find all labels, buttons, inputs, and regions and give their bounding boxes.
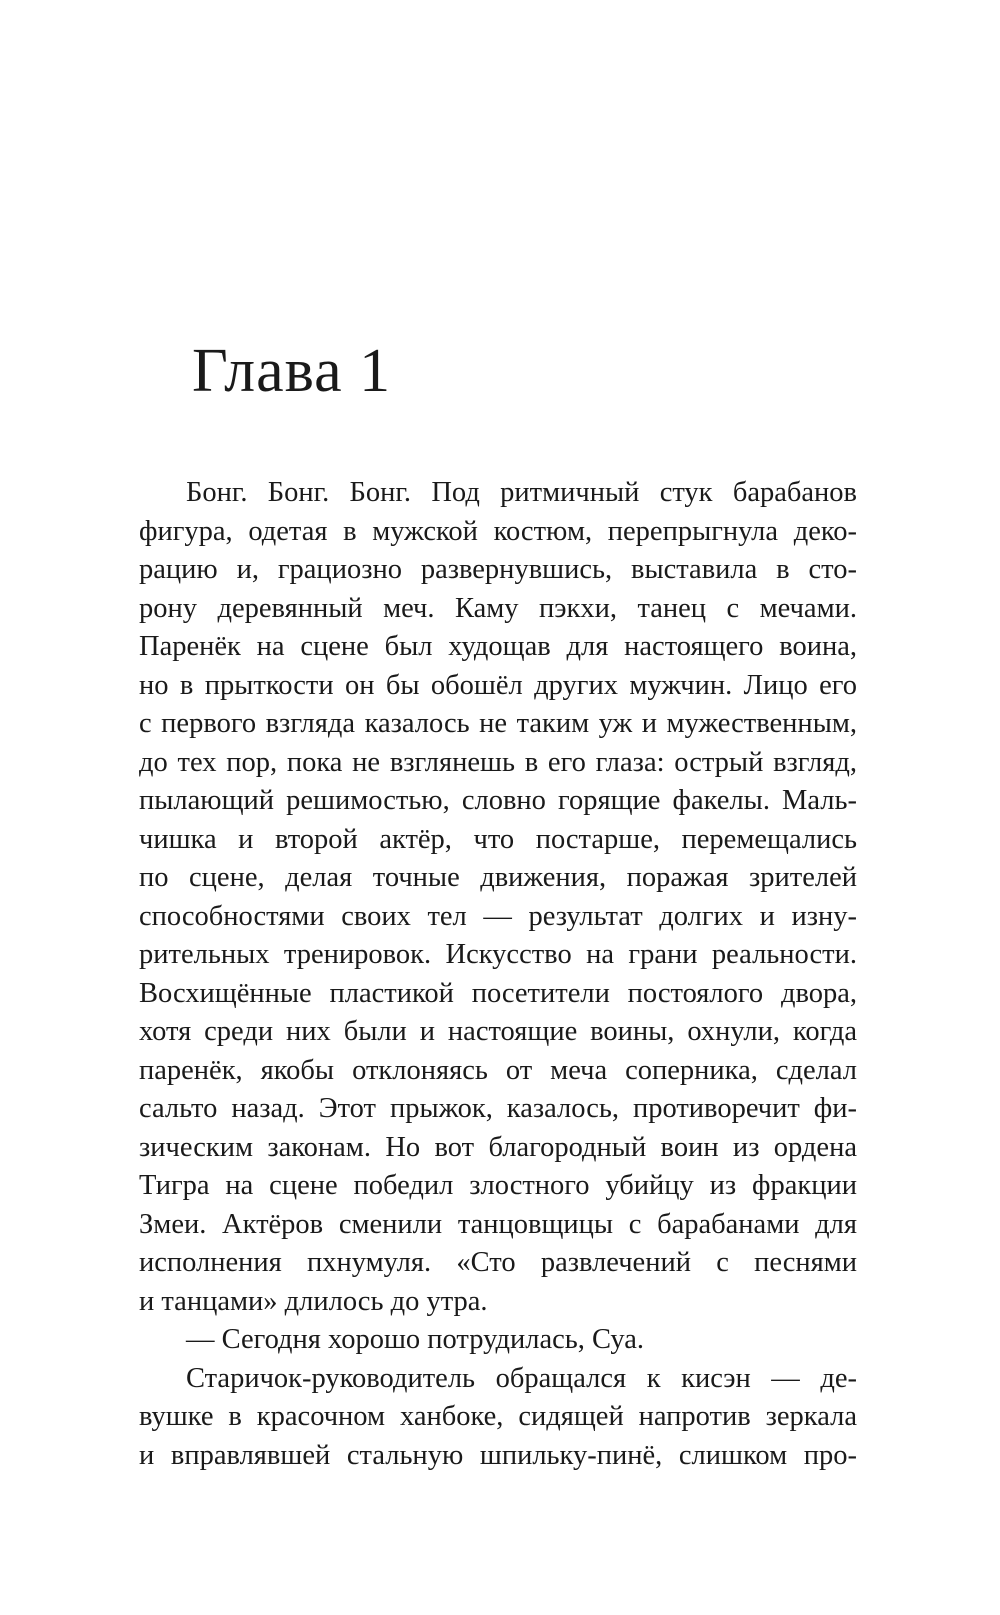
text-line: исполнения пхнумуля. «Сто развлечений с песнями [139, 1247, 857, 1278]
text-line: фигура, одетая в мужской костюм, перепрыгнула деко- [139, 515, 857, 547]
dialogue-line: — Сегодня хорошо потрудилась, Суа. [186, 1324, 644, 1355]
text-line: паренёк, якобы отклоняясь от меча соперника, сделал [139, 1054, 857, 1086]
text-line: рацию и, грациозно развернувшись, выставила в сто- [139, 554, 857, 585]
text-line: зическим законам. Но вот благородный воин из ордена [139, 1131, 857, 1163]
text-line: хотя среди них были и настоящие воины, охнули, когда [139, 1016, 857, 1047]
text-line: сальто назад. Этот прыжок, казалось, противоречит фи- [139, 1093, 857, 1124]
text-line: и вправлявшей стальную шпильку-пинё, слишком про- [139, 1439, 857, 1471]
text-line: Тигра на сцене победил злостного убийцу из фракции [139, 1170, 857, 1201]
text-line: до тех пор, пока не взглянешь в его глаза: острый взгляд, [139, 746, 857, 778]
text-line: рону деревянный меч. Каму пэкхи, танец с мечами. [139, 592, 857, 624]
text-line: Восхищённые пластикой посетители постоялого двора, [139, 977, 857, 1009]
text-line: вушке в красочном ханбоке, сидящей напротив зеркала [139, 1401, 857, 1432]
text-line: Бонг. Бонг. Бонг. Под ритмичный стук барабанов [186, 477, 857, 508]
body-text [139, 474, 857, 1475]
text-line: но в прыткости он бы обошёл других мужчин. Лицо его [139, 669, 857, 701]
text-line: рительных тренировок. Искусство на грани реальности. [139, 939, 857, 970]
text-line: Старичок-руководитель обращался к кисэн — де- [186, 1362, 857, 1394]
text-line: по сцене, делая точные движения, поражая зрителей [139, 862, 857, 893]
text-line: и танцами» длилось до утра. [139, 1285, 488, 1317]
chapter-title: Глава 1 [192, 337, 392, 405]
text-line: пылающий решимостью, словно горящие факелы. Маль- [139, 785, 857, 816]
text-line: Паренёк на сцене был худощав для настоящего воина, [139, 631, 857, 662]
text-line: способностями своих тел — результат долгих и изну- [139, 900, 857, 932]
text-line: Змеи. Актёров сменили танцовщицы с барабанами для [139, 1208, 857, 1240]
text-line: чишка и второй актёр, что постарше, перемещались [139, 823, 857, 855]
text-line: с первого взгляда казалось не таким уж и мужественным, [139, 708, 857, 739]
